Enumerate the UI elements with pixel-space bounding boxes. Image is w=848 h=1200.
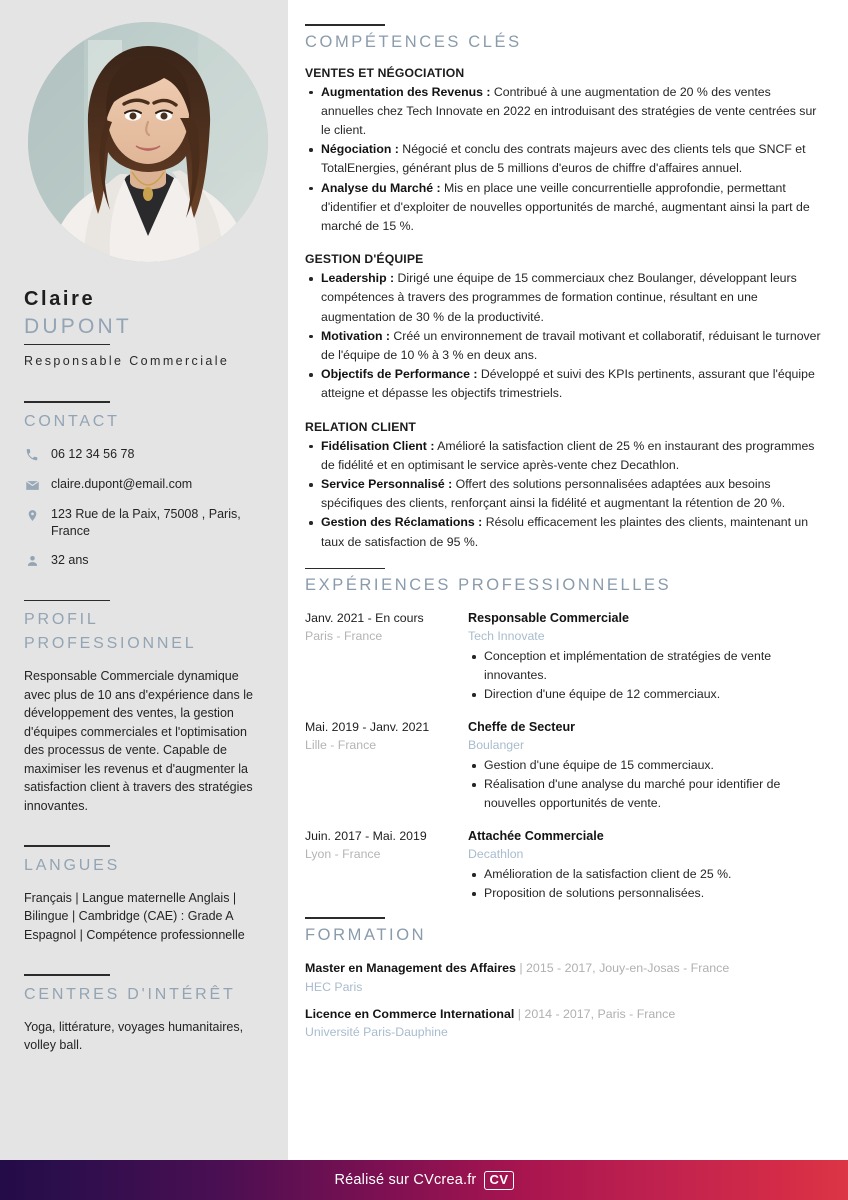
- experience-bullet-list: [468, 756, 826, 813]
- experience-location: Paris - France: [305, 629, 383, 644]
- formation-meta: | 2015 - 2017, Jouy-en-Josas - France: [515, 961, 730, 976]
- competences-heading: COMPÉTENCES CLÉS: [305, 32, 522, 51]
- contact-list: [24, 446, 264, 570]
- competence-item-label: Analyse du Marché :: [321, 180, 441, 195]
- competence-item: [305, 83, 826, 141]
- person-icon: [24, 553, 40, 570]
- competences-divider: [305, 24, 385, 26]
- experiences-section: [305, 568, 826, 904]
- profile-photo-illustration: [28, 22, 268, 262]
- main-column: [288, 0, 848, 1160]
- formation-school: Université Paris-Dauphine: [305, 1025, 448, 1040]
- competence-item-text: Amélioré la satisfaction client de 25 % en instaurant des programmes de fidélité et en optimisant le service après-vente chez Decathlon.: [321, 438, 815, 472]
- experience-entry: [305, 827, 826, 903]
- competence-item-label: Leadership :: [321, 271, 395, 286]
- competence-subheading: GESTION D'ÉQUIPE: [305, 252, 424, 267]
- experience-date: Janv. 2021 - En cours: [305, 611, 424, 626]
- formation-school: HEC Paris: [305, 979, 363, 994]
- experience-detail: [468, 609, 826, 704]
- experience-location: Lyon - France: [305, 847, 381, 862]
- experience-date: Mai. 2019 - Janv. 2021: [305, 720, 430, 735]
- avatar: [28, 22, 268, 262]
- competence-subheading: VENTES ET NÉGOCIATION: [305, 65, 465, 80]
- formation-degree-line: [305, 959, 826, 978]
- competence-item-text: Mis en place une veille concurrentielle approfondie, permettant d'identifier et d'exploiter de nouvelles opportunités de marché, augmentant ainsi la part de marché de 15 %.: [321, 180, 810, 234]
- competence-item-label: Négociation :: [321, 142, 399, 157]
- contact-item-email[interactable]: [24, 476, 264, 494]
- competence-item: [305, 179, 826, 237]
- formation-list: [305, 959, 826, 1041]
- competence-item: [305, 475, 826, 513]
- last-name: DUPONT: [24, 315, 132, 338]
- competence-item-label: Fidélisation Client :: [321, 438, 435, 453]
- formation-heading: FORMATION: [305, 926, 427, 945]
- experiences-divider: [305, 568, 385, 570]
- competences-section: [305, 24, 826, 552]
- experience-detail: [468, 827, 826, 903]
- competences-groups: [305, 66, 826, 552]
- envelope-icon: [24, 477, 40, 494]
- competence-item-text: Contribué à une augmentation de 20 % des ventes annuelles chez Tech Innovate en 2022 en introduisant des stratégies de vente centrées sur le client.: [321, 84, 817, 137]
- contact-email-text: claire.dupont@email.com: [51, 476, 193, 491]
- profile-divider: [24, 600, 110, 602]
- interets-section: [24, 974, 264, 1055]
- sidebar: [0, 0, 288, 1160]
- contact-item-address[interactable]: [24, 506, 264, 540]
- competence-item: [305, 140, 826, 178]
- langues-body: Français | Langue maternelle Anglais | Bilingue | Cambridge (CAE) : Grade A Espagnol | Compétence professionnelle: [24, 890, 245, 942]
- contact-age-text: 32 ans: [51, 552, 89, 567]
- competence-item-text: Offert des solutions personnalisées adaptées aux besoins spécifiques des clients, renforçant ainsi la fidélité et augmentant la rétention de 20 %.: [321, 477, 786, 511]
- formation-entry: [305, 959, 826, 996]
- contact-address-text: 123 Rue de la Paix, 75008 , Paris, France: [51, 506, 241, 538]
- experience-title: Responsable Commerciale: [468, 611, 629, 626]
- experience-meta: [305, 609, 468, 704]
- competence-item: [305, 513, 826, 551]
- competence-item: [305, 269, 826, 327]
- experience-title: Attachée Commerciale: [468, 829, 604, 844]
- name-divider: [24, 344, 110, 345]
- experience-date: Juin. 2017 - Mai. 2019: [305, 829, 427, 844]
- experience-bullet: Proposition de solutions personnalisées.: [468, 884, 826, 903]
- competence-item-text: Négocié et conclu des contrats majeurs avec des clients tels que SNCF et TotalEnergies, générant plus de 5 millions d'euros de chiffre d'affaires annuel.: [321, 142, 806, 176]
- competence-bullet-list: [305, 437, 826, 552]
- competence-group: [305, 420, 826, 552]
- formation-entry: [305, 1005, 826, 1042]
- experiences-list: [305, 609, 826, 903]
- formation-degree: Licence en Commerce International: [305, 1006, 515, 1021]
- contact-item-age[interactable]: [24, 552, 264, 570]
- langues-heading: LANGUES: [24, 856, 121, 874]
- interets-divider: [24, 974, 110, 976]
- competence-item-text: Développé et suivi des KPIs pertinents, assurant que l'équipe atteigne et dépasse les objectifs trimestriels.: [321, 367, 815, 401]
- interets-body: Yoga, littérature, voyages humanitaires, volley ball.: [24, 1019, 244, 1053]
- contact-phone-text: 06 12 34 56 78: [51, 446, 135, 461]
- profile-body: Responsable Commerciale dynamique avec plus de 10 ans d'expérience dans le développement des ventes, la gestion d'équipes commerciales et l'optimisation des processus de vente. Capable de maximiser les revenus et d'augmenter la satisfaction client à travers des stratégies innovantes.: [24, 669, 253, 813]
- experience-company: Boulanger: [468, 738, 525, 753]
- competence-item-text: Dirigé une équipe de 15 commerciaux chez Boulanger, développant leurs compétences à travers des programmes de formation continue, résultant en une augmentation de 30 % de la productivité.: [321, 271, 797, 324]
- footer-text: Réalisé sur CVcrea.fr: [334, 1172, 477, 1188]
- formation-divider: [305, 917, 385, 919]
- experience-bullet: Réalisation d'une analyse du marché pour identifier de nouvelles opportunités de vente.: [468, 775, 826, 813]
- experience-company: Tech Innovate: [468, 629, 545, 644]
- contact-heading: CONTACT: [24, 412, 120, 430]
- formation-degree: Master en Management des Affaires: [305, 961, 516, 976]
- footer-bar: [0, 1160, 848, 1200]
- phone-icon: [24, 447, 40, 464]
- experience-location: Lille - France: [305, 738, 377, 753]
- competence-item: [305, 437, 826, 475]
- job-title: Responsable Commerciale: [24, 354, 230, 368]
- experience-bullet: Conception et implémentation de stratégies de vente innovantes.: [468, 647, 826, 685]
- profile-heading: PROFIL PROFESSIONNEL: [24, 611, 197, 653]
- formation-section: [305, 917, 826, 1041]
- experience-bullet: Direction d'une équipe de 12 commerciaux.: [468, 685, 826, 704]
- competence-item-text: Créé un environnement de travail motivant et collaboratif, réduisant le turnover de l'équipe de 10 % à 3 % en deux ans.: [321, 328, 821, 363]
- experience-bullet-list: [468, 865, 826, 903]
- experience-bullet: Gestion d'une équipe de 15 commerciaux.: [468, 756, 826, 775]
- cvcrea-logo-icon: CV: [484, 1171, 513, 1190]
- competence-item-text: Résolu efficacement les plaintes des clients, maintenant un taux de satisfaction de 95 %.: [321, 515, 809, 549]
- interets-heading: CENTRES D'INTÉRÊT: [24, 985, 236, 1003]
- first-name: Claire: [24, 288, 96, 310]
- contact-divider: [24, 401, 110, 403]
- competence-item-label: Motivation :: [321, 328, 390, 343]
- langues-section: [24, 845, 264, 944]
- competence-group: [305, 252, 826, 403]
- competence-item: [305, 365, 826, 403]
- competence-group: [305, 66, 826, 237]
- competence-bullet-list: [305, 269, 826, 403]
- experiences-heading: EXPÉRIENCES PROFESSIONNELLES: [305, 576, 672, 595]
- langues-divider: [24, 845, 110, 847]
- experience-meta: [305, 718, 468, 813]
- formation-meta: | 2014 - 2017, Paris - France: [514, 1006, 676, 1021]
- experience-meta: [305, 827, 468, 903]
- experience-bullet: Amélioration de la satisfaction client de 25 %.: [468, 865, 826, 884]
- competence-item-label: Service Personnalisé :: [321, 477, 453, 492]
- competence-subheading: RELATION CLIENT: [305, 419, 417, 434]
- contact-section: [24, 401, 264, 570]
- experience-detail: [468, 718, 826, 813]
- competence-item-label: Gestion des Réclamations :: [321, 515, 483, 530]
- profile-section: [24, 600, 264, 816]
- formation-degree-line: [305, 1005, 826, 1024]
- experience-bullet-list: [468, 647, 826, 704]
- competence-item: [305, 327, 826, 365]
- location-pin-icon: [24, 507, 40, 524]
- contact-item-phone[interactable]: [24, 446, 264, 464]
- experience-entry: [305, 718, 826, 813]
- competence-bullet-list: [305, 83, 826, 237]
- competence-item-label: Augmentation des Revenus :: [321, 84, 491, 99]
- experience-company: Decathlon: [468, 847, 524, 862]
- experience-title: Cheffe de Secteur: [468, 720, 576, 735]
- experience-entry: [305, 609, 826, 704]
- competence-item-label: Objectifs de Performance :: [321, 367, 478, 382]
